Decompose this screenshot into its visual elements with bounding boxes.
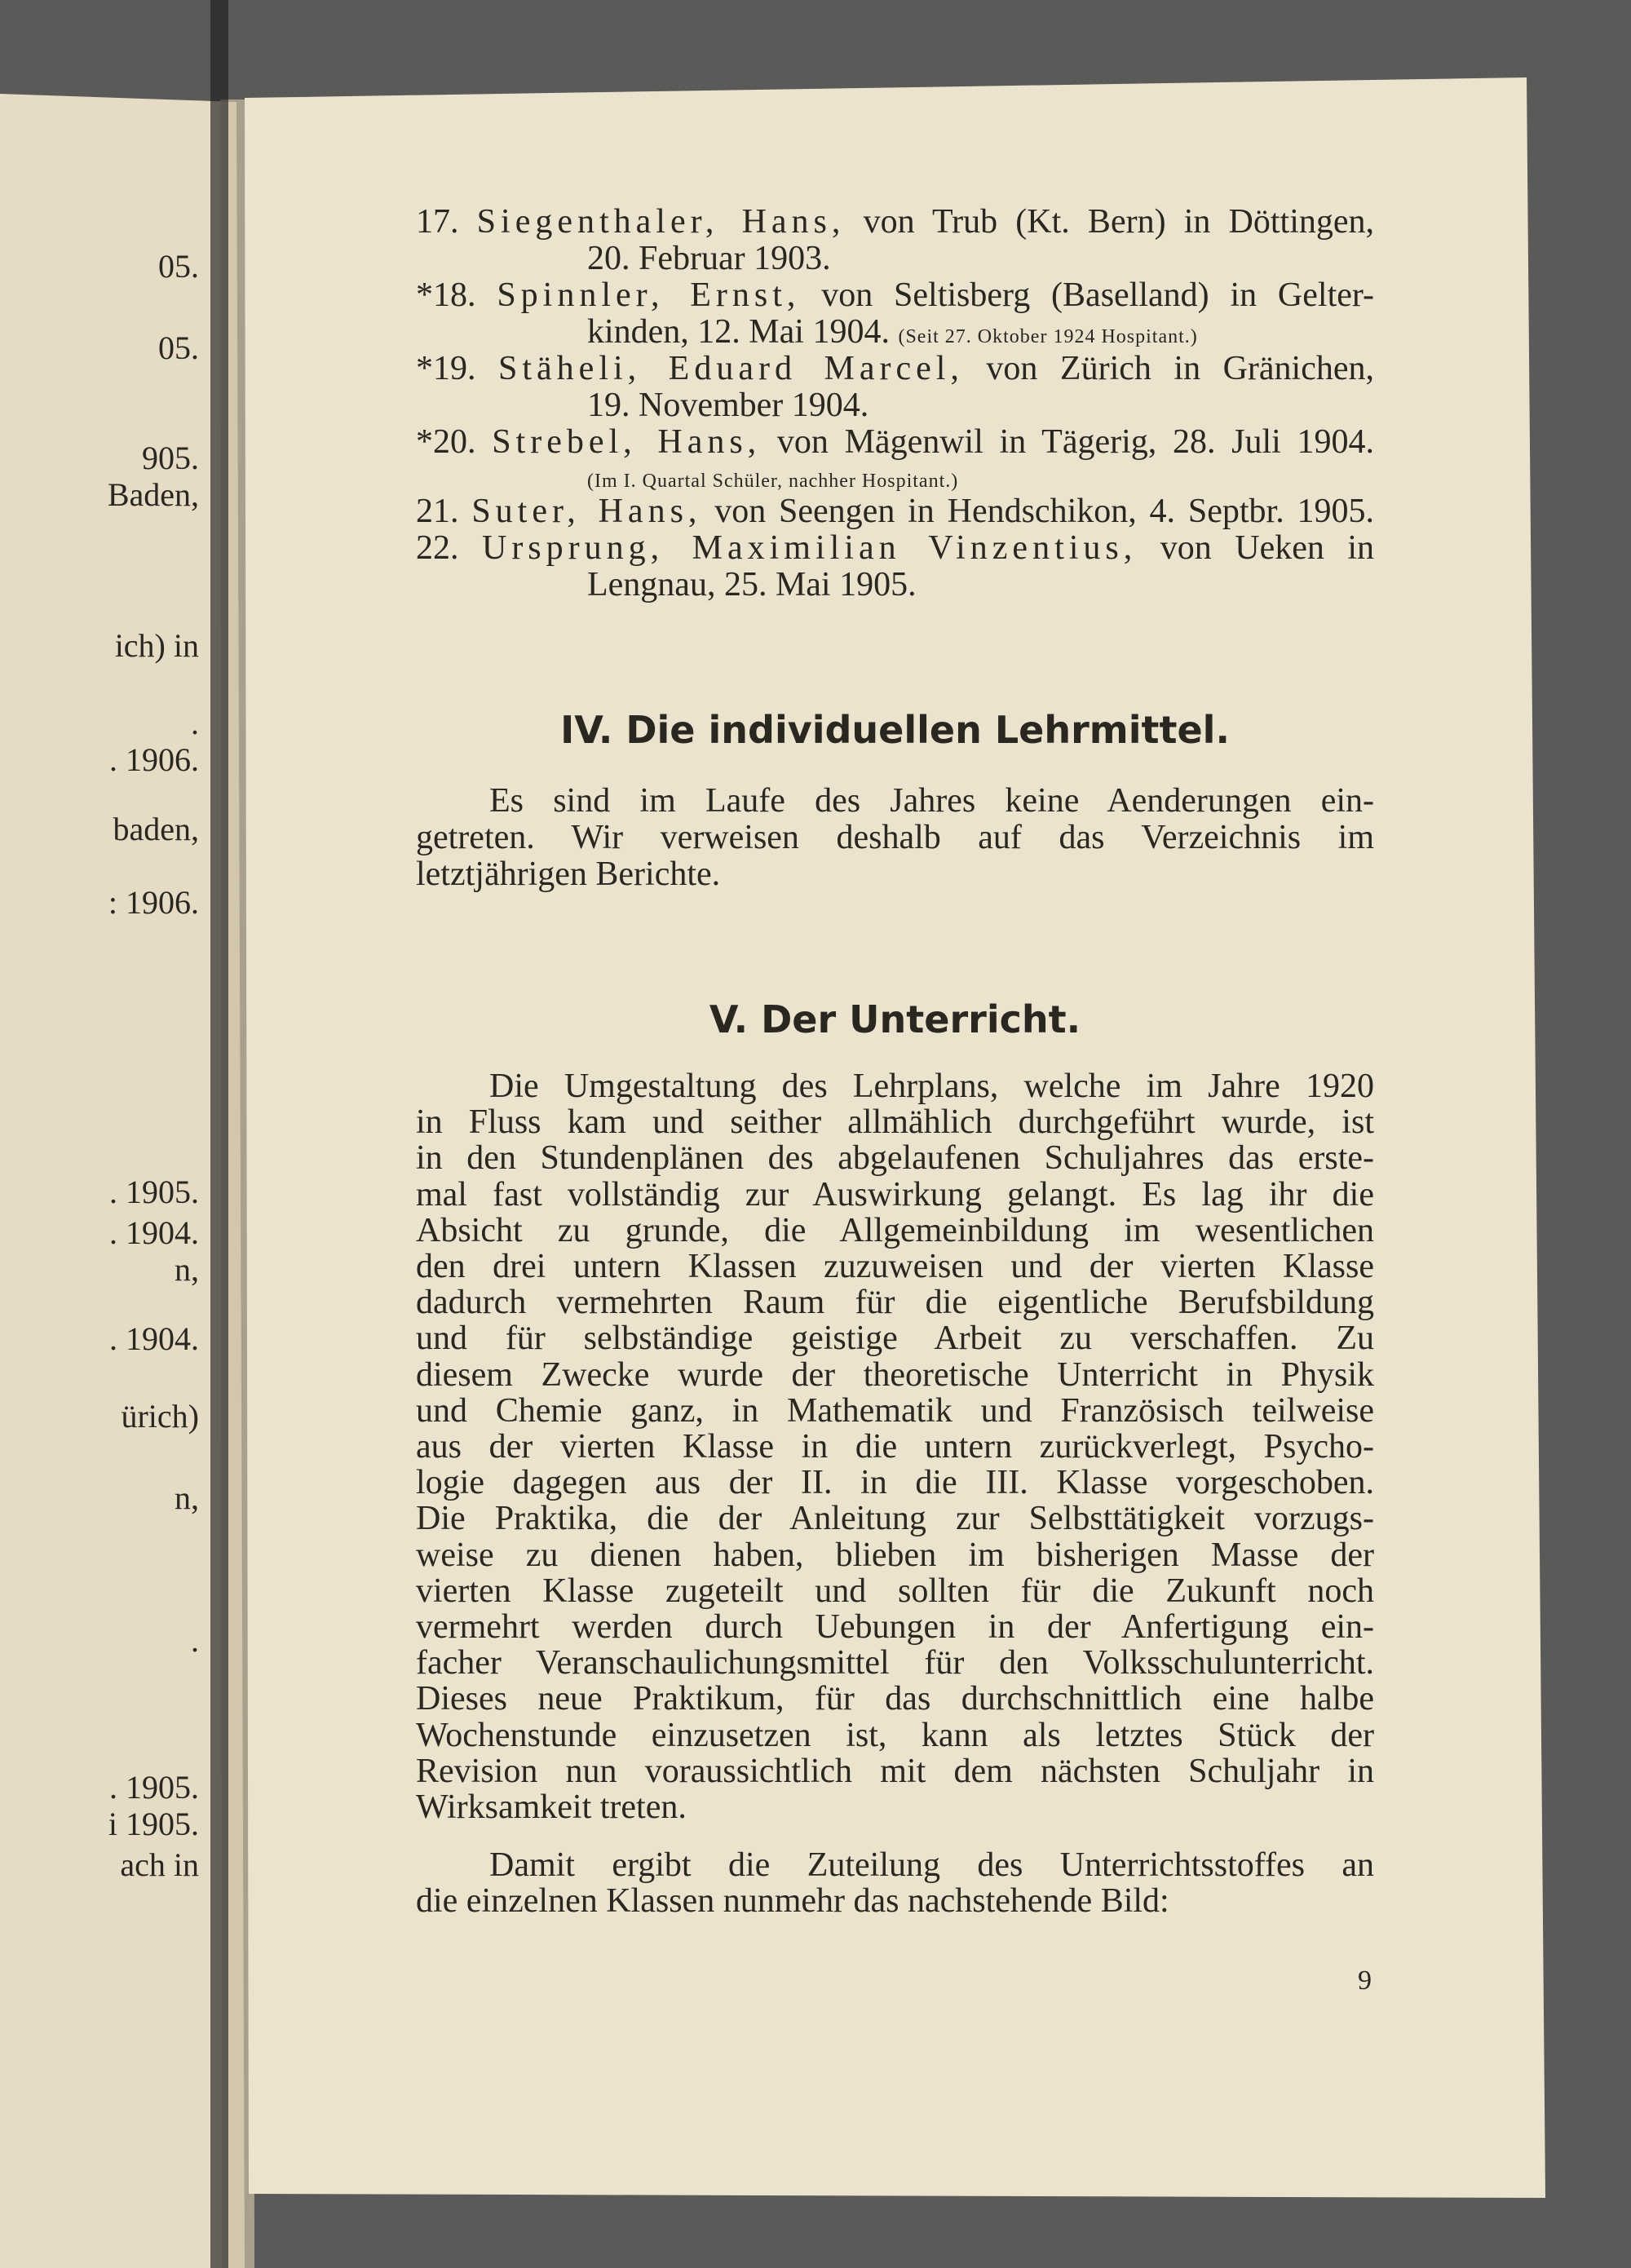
pupil-note: (Seit 27. Oktober 1924 Hospitant.) [898,326,1198,347]
pupil-line-2 [587,567,917,603]
pupil-line [416,424,1374,460]
pupil-details: von Ueken in [1160,529,1374,567]
paragraph-line: Damit ergibt die Zuteilung des Unterrichtsstoffes an [489,1846,1374,1884]
pupil-name: Suter, Hans, [471,493,702,530]
pupil-details: von Trub (Kt. Bern) in Döttingen, [863,203,1375,241]
paragraph-line: facher Veranschaulichungsmittel für den Volksschulunterricht. [416,1644,1374,1682]
left-page-line: 05. [158,329,199,366]
pupil-number: *19. [416,350,476,387]
left-page-line: i 1905. [108,1806,199,1842]
paragraph-line: logie dagegen aus der II. in die III. Klasse vorgeschoben. [416,1464,1374,1501]
pupil-line-2 [587,387,869,423]
pupil-details: von Seltisberg (Baselland) in Gelter- [821,276,1375,314]
paragraph-line: dadurch vermehrten Raum für die eigentliche Berufsbildung [416,1284,1374,1321]
pupil-name: Stäheli, Eduard Marcel, [498,350,964,387]
left-page-line: . 1905. [109,1769,199,1806]
paragraph-line: in den Stundenplänen des abgelaufenen Schuljahres das erste- [416,1139,1374,1177]
paragraph-line: Dieses neue Praktikum, für das durchschnittlich eine halbe [416,1680,1374,1718]
pupil-number: 17. [416,203,459,241]
page-number: 9 [1358,1965,1372,1996]
left-page-line: . [191,1622,199,1659]
pupil-line-2 [587,314,1198,355]
left-page-line: 05. [158,248,199,285]
left-page-line: . 1905. [109,1174,199,1210]
left-page-line: n, [175,1251,199,1288]
pupil-name: Siegenthaler, Hans, [476,203,846,241]
paragraph-line: Wochenstunde einzusetzen ist, kann als letztes Stück der [416,1717,1374,1754]
pupil-note: (Im I. Quartal Schüler, nachher Hospitant.) [587,471,959,492]
paragraph-line: weise zu dienen haben, blieben im bisherigen Masse der [416,1536,1374,1574]
paragraph-line: Revision nun voraussichtlich mit dem nächsten Schuljahr in [416,1753,1374,1790]
paragraph-line: Die Praktika, die der Anleitung zur Selbsttätigkeit vorzugs- [416,1500,1374,1537]
left-page-line: Baden, [107,476,199,513]
paragraph-line: aus der vierten Klasse in die untern zurückverlegt, Psycho- [416,1428,1374,1466]
pupil-number: 21. [416,493,459,530]
pupil-name: Strebel, Hans, [492,423,762,461]
paragraph-line: vierten Klasse zugeteilt und sollten für die Zukunft noch [416,1572,1374,1610]
paragraph-line: die einzelnen Klassen nunmehr das nachstehende Bild: [416,1882,1169,1920]
paragraph-line: Die Umgestaltung des Lehrplans, welche im Jahre 1920 [489,1068,1374,1105]
pupil-birth: Lengnau, 25. Mai 1905. [587,566,917,603]
left-page-line: . [191,705,199,741]
pupil-number: 22. [416,529,459,567]
paragraph-line: und für selbständige geistige Arbeit zu verschaffen. Zu [416,1320,1374,1357]
paragraph-line: und Chemie ganz, in Mathematik und Französisch teilweise [416,1392,1374,1430]
pupil-number: *20. [416,423,476,461]
paragraph-line: letztjährigen Berichte. [416,855,721,893]
pupil-details: von Zürich in Gränichen, [986,350,1374,387]
pupil-line [416,204,1374,240]
pupil-name: Ursprung, Maximilian Vinzentius, [481,529,1138,567]
left-page-line: baden, [113,811,199,847]
section-heading: IV. Die individuellen Lehrmittel. [560,708,1230,752]
pupil-line [416,277,1374,313]
paragraph-line: Absicht zu grunde, die Allgemeinbildung im wesentlichen [416,1212,1374,1249]
pupil-birth: kinden, 12. Mai 1904. [587,313,890,351]
paragraph-line: getreten. Wir verweisen deshalb auf das Verzeichnis im [416,819,1374,856]
pupil-line [416,493,1374,529]
pupil-details: von Mägenwil in Tägerig, 28. Juli 1904. [776,423,1375,461]
left-page-line: ach in [120,1846,199,1883]
pupil-birth: 20. Februar 1903. [587,240,831,277]
left-page-line: . 1904. [109,1320,199,1357]
paragraph-line: vermehrt werden durch Uebungen in der Anfertigung ein- [416,1608,1374,1646]
pupil-line [416,351,1374,387]
pupil-birth: 19. November 1904. [587,387,869,424]
paragraph-line: in Fluss kam und seither allmählich durchgeführt wurde, ist [416,1103,1374,1141]
left-page-line: ürich) [121,1398,199,1435]
left-page-line: : 1906. [108,884,199,921]
pupil-number: *18. [416,276,476,314]
pupil-name: Spinnler, Ernst, [497,276,801,314]
left-page-line: n, [175,1479,199,1516]
left-page-line: ich) in [114,627,199,664]
paragraph-line: Es sind im Laufe des Jahres keine Aenderungen ein- [489,782,1374,820]
left-page-line: 905. [142,440,199,476]
pupil-details: von Seengen in Hendschikon, 4. Septbr. 1905. [714,493,1375,530]
left-page-line: . 1906. [109,741,199,778]
paragraph-line: mal fast vollständig zur Auswirkung gelangt. Es lag ihr die [416,1176,1374,1214]
left-page-line: . 1904. [109,1214,199,1251]
section-heading: V. Der Unterricht. [709,997,1081,1041]
paragraph-line: Wirksamkeit treten. [416,1788,687,1826]
pupil-line-2 [587,241,831,276]
paragraph-line: diesem Zwecke wurde der theoretische Unterricht in Physik [416,1356,1374,1394]
paragraph-line: den drei untern Klassen zuzuweisen und der vierten Klasse [416,1248,1374,1285]
pupil-line [416,530,1374,566]
